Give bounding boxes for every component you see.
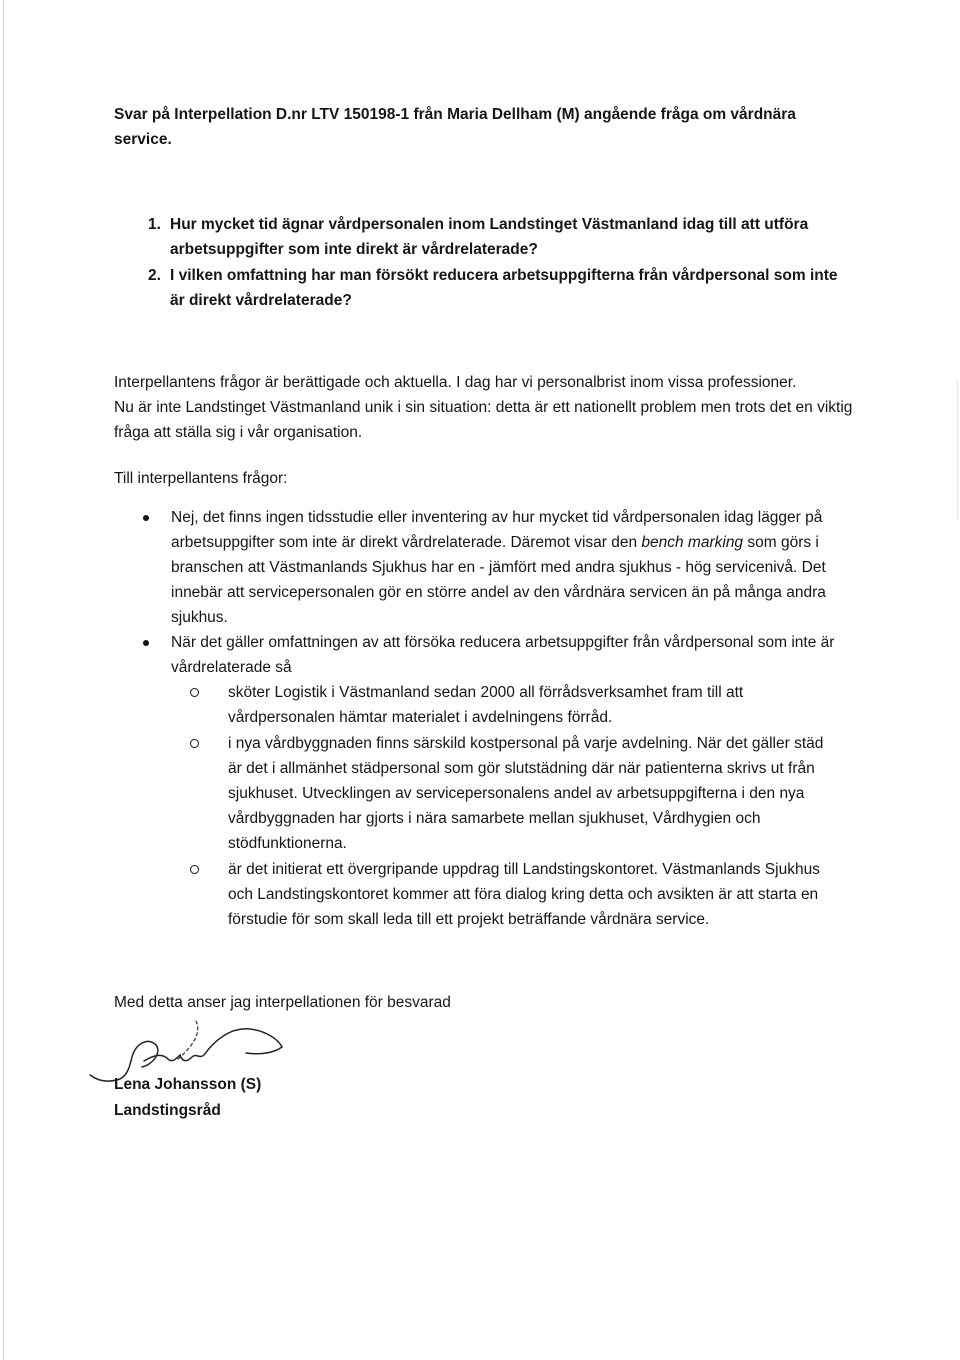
- closing-sentence: Med detta anser jag interpellationen för besvarad: [114, 994, 451, 1011]
- bullet-text-part: som görs i branschen att Västmanlands Sjukhus har en - jämfört med andra sjukhus - hög servicenivå. Det innebär att servicepersonalen gör en större andel av den vårdnära servicen än på många andra sjukhus.: [171, 534, 826, 626]
- bullet-item-2: [140, 630, 840, 680]
- bullet-text-part: Nej, det finns ingen tidsstudie eller inventering av hur mycket tid vårdpersonalen idag lägger på arbetsuppgifter som inte är direkt vårdrelaterade. Däremot visar den: [171, 509, 823, 551]
- bullet-dot-icon: [143, 640, 149, 646]
- intro-line-2: Nu är inte Landstinget Västmanland unik i sin situation: detta är ett nationellt problem men trots det en viktig fråga att ställa sig i vår organisation.: [114, 399, 853, 441]
- sub-bullet-circle-icon: [190, 739, 199, 748]
- question-text: I vilken omfattning har man försökt reducera arbetsuppgifterna från vårdpersonal som inte är direkt vårdrelaterade?: [170, 267, 838, 309]
- question-text: Hur mycket tid ägnar vårdpersonalen inom Landstinget Västmanland idag till att utföra arbetsuppgifter som inte direkt är vårdrelaterade?: [170, 216, 809, 258]
- signer-name: Lena Johansson (S): [114, 1076, 262, 1093]
- sub-item-text: i nya vårdbyggnaden finns särskild kostpersonal på varje avdelning. När det gäller städ är det i allmänhet städpersonal som gör slutstädning där när patienterna skrivs ut från sjukhuset. Utvecklingen av servicepersonalens andel av arbetsuppgifterna i den nya vårdbyggnaden har gjorts i nära samarbete mellan sjukhuset, Vårdhygien och stödfunktionerna.: [228, 735, 824, 852]
- bullet-text: När det gäller omfattningen av att försöka reducera arbetsuppgifter från vårdpersonal som inte är vårdrelaterade så: [171, 634, 835, 676]
- document-title: Svar på Interpellation D.nr LTV 150198-1 från Maria Dellham (M) angående fråga om vårdnära service.: [114, 106, 796, 148]
- bullet-dot-icon: [143, 515, 149, 521]
- sub-bullet-circle-icon: [190, 865, 199, 874]
- sub-bullet-circle-icon: [190, 688, 199, 697]
- sub-item-text: sköter Logistik i Västmanland sedan 2000 all förrådsverksamhet fram till att vårdpersonalen hämtar materialet i avdelningens förråd.: [228, 684, 744, 726]
- intro-paragraph: [114, 370, 854, 445]
- intro-line-1: Interpellantens frågor är berättigade och aktuella. I dag har vi personalbrist inom vissa professioner.: [114, 374, 797, 391]
- scan-edge-line: [3, 0, 4, 1360]
- question-number: 2.: [148, 267, 161, 284]
- sub-item-3: [190, 857, 830, 932]
- scan-edge-line-right: [957, 380, 958, 520]
- question-number: 1.: [148, 216, 161, 233]
- sub-item-1: [190, 680, 830, 730]
- bullet-emphasis: bench marking: [641, 534, 744, 551]
- answers-heading: Till interpellantens frågor:: [114, 470, 288, 487]
- bullet-item-1: [140, 505, 840, 630]
- sub-item-2: [190, 731, 830, 856]
- question-2: [148, 263, 848, 313]
- sub-item-text: är det initierat ett övergripande uppdrag till Landstingskontoret. Västmanlands Sjukhus och Landstingskontoret kommer att föra dialog kring detta och avsikten är att starta en förstudie för som skall leda till ett projekt beträffande vårdnära service.: [228, 861, 820, 928]
- signer-role: Landstingsråd: [114, 1102, 221, 1119]
- question-1: [148, 212, 848, 262]
